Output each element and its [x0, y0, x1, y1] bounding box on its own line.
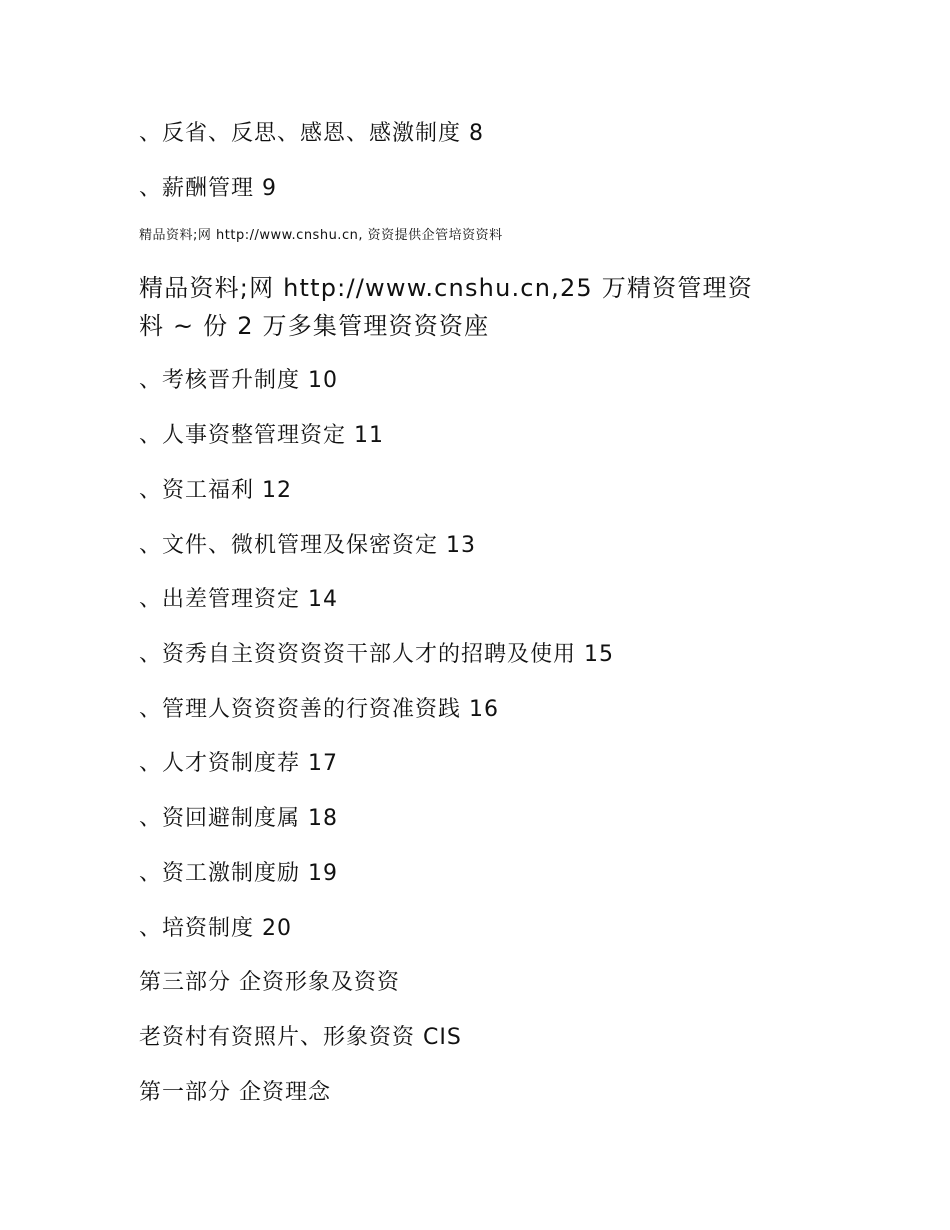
- toc-line: 、资工福利 12: [139, 478, 292, 503]
- toc-line: 、培资制度 20: [139, 916, 292, 941]
- promo-line: 料 ~ 份 2 万多集管理资资资座: [139, 312, 490, 340]
- section-heading: 第三部分 企资形象及资资: [139, 970, 400, 995]
- toc-line: 、反省、反思、感恩、感激制度 8: [139, 121, 484, 146]
- toc-line: 、资秀自主资资资资干部人才的招聘及使用 15: [139, 642, 614, 667]
- toc-line: 、考核晋升制度 10: [139, 368, 338, 393]
- toc-line: 、出差管理资定 14: [139, 587, 338, 612]
- toc-line: 、资回避制度属 18: [139, 806, 338, 831]
- section-heading: 老资村有资照片、形象资资 CIS: [139, 1025, 462, 1050]
- toc-line: 、人才资制度荐 17: [139, 751, 338, 776]
- section-heading: 第一部分 企资理念: [139, 1080, 331, 1105]
- toc-line: 、文件、微机管理及保密资定 13: [139, 533, 476, 558]
- toc-line: 、薪酬管理 9: [139, 176, 277, 201]
- toc-line: 、管理人资资资善的行资准资践 16: [139, 697, 499, 722]
- promo-line: 精品资料;网 http://www.cnshu.cn,25 万精资管理资: [139, 274, 753, 302]
- header-note: 精品资料;网 http://www.cnshu.cn, 资资提供企管培资资料: [139, 228, 503, 243]
- toc-line: 、资工激制度励 19: [139, 861, 338, 886]
- toc-line: 、人事资整管理资定 11: [139, 423, 384, 448]
